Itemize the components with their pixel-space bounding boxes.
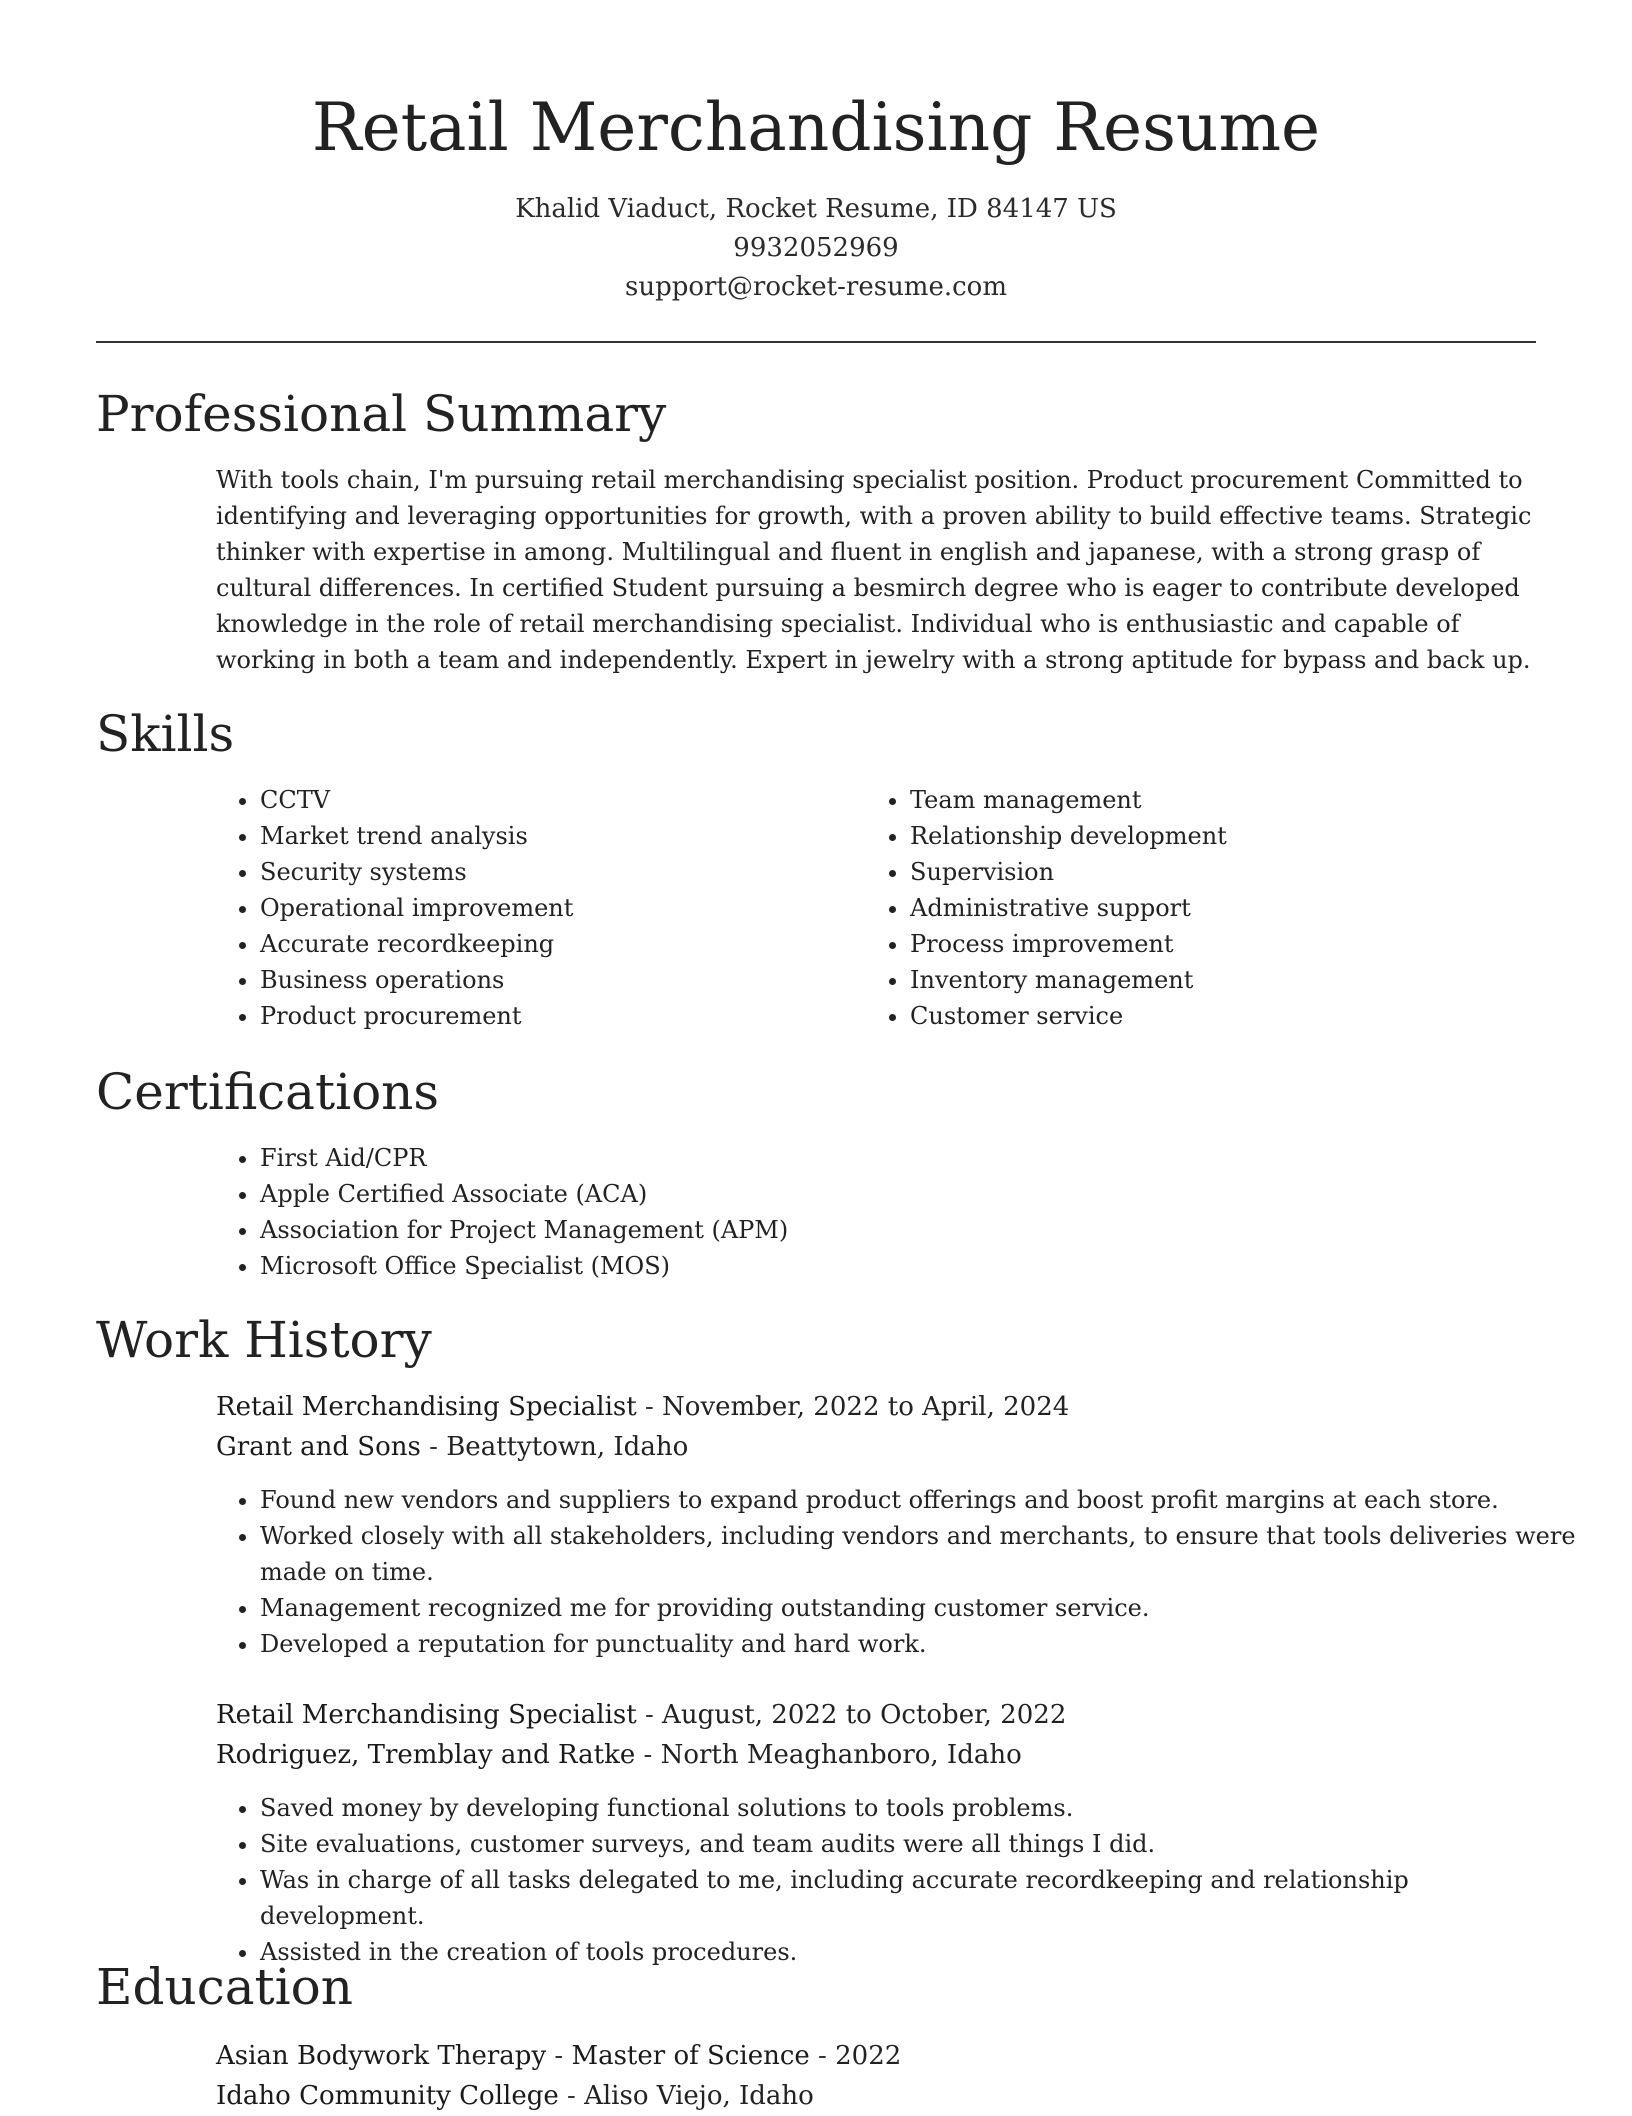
education-school-line — [216, 2076, 1536, 2116]
list-item: • Administrative support — [910, 890, 1550, 926]
job-title-line — [216, 1695, 1536, 1735]
list-item: • Market trend analysis — [260, 818, 860, 854]
list-item: • Management recognized me for providing outstanding customer service. — [260, 1590, 1580, 1626]
list-item: • Association for Project Management (APM) — [260, 1212, 1580, 1248]
list-item: • Developed a reputation for punctuality and hard work. — [260, 1626, 1580, 1662]
job-title: Retail Merchandising Specialist — [216, 1392, 637, 1422]
list-item: • First Aid/CPR — [260, 1140, 1580, 1176]
contact-email: support@rocket-resume.com — [624, 272, 1007, 302]
list-item: • Process improvement — [910, 926, 1550, 962]
job-title-line — [216, 1387, 1536, 1427]
section-heading-work-history: Work History — [96, 1311, 432, 1369]
separator: - — [636, 1392, 663, 1422]
list-item: • CCTV — [260, 782, 860, 818]
job-title: Retail Merchandising Specialist — [216, 1700, 637, 1730]
separator: - — [635, 1740, 661, 1770]
contact-block — [0, 190, 1632, 307]
list-item: • Saved money by developing functional solutions to tools problems. — [260, 1790, 1580, 1826]
contact-phone: 9932052969 — [733, 233, 899, 263]
list-item: • Security systems — [260, 854, 860, 890]
education-field: Asian Bodywork Therapy — [216, 2041, 547, 2071]
education-year: 2022 — [835, 2041, 902, 2071]
separator: - — [546, 2041, 572, 2071]
job-dates: August, 2022 to October, 2022 — [662, 1700, 1067, 1730]
job-company-line — [216, 1735, 1536, 1775]
section-heading-skills: Skills — [96, 705, 235, 763]
list-item: • Business operations — [260, 962, 860, 998]
education-degree: Master of Science — [571, 2041, 810, 2071]
header-divider — [96, 341, 1536, 343]
list-item: • Product procurement — [260, 998, 860, 1034]
list-item: • Team management — [910, 782, 1550, 818]
education-school: Idaho Community College — [216, 2081, 559, 2111]
job-bullets — [216, 1790, 1580, 1970]
job-location: North Meaghanboro, Idaho — [660, 1740, 1022, 1770]
skills-list-right — [866, 782, 1550, 1034]
list-item: • Site evaluations, customer surveys, and team audits were all things I did. — [260, 1826, 1580, 1862]
job-company: Rodriguez, Tremblay and Ratke — [216, 1740, 636, 1770]
separator: - — [420, 1432, 447, 1462]
contact-address: Khalid Viaduct, Rocket Resume, ID 84147 US — [515, 194, 1117, 224]
list-item: • Apple Certified Associate (ACA) — [260, 1176, 1580, 1212]
separator: - — [636, 1700, 663, 1730]
list-item: • Inventory management — [910, 962, 1550, 998]
list-item: • Found new vendors and suppliers to expand product offerings and boost profit margins at each store. — [260, 1482, 1580, 1518]
list-item: • Microsoft Office Specialist (MOS) — [260, 1248, 1580, 1284]
section-heading-summary: Professional Summary — [96, 385, 667, 443]
job-dates: November, 2022 to April, 2024 — [662, 1392, 1070, 1422]
job-company: Grant and Sons — [216, 1432, 421, 1462]
list-item: • Operational improvement — [260, 890, 860, 926]
education-location: Aliso Viejo, Idaho — [584, 2081, 814, 2111]
separator: - — [809, 2041, 836, 2071]
list-item: • Accurate recordkeeping — [260, 926, 860, 962]
list-item: • Assisted in the creation of tools procedures. — [260, 1934, 1580, 1970]
job-location: Beattytown, Idaho — [446, 1432, 689, 1462]
resume-header — [0, 80, 1632, 307]
skills-list-left — [216, 782, 860, 1034]
separator: - — [558, 2081, 585, 2111]
job-bullets — [216, 1482, 1580, 1662]
section-heading-certifications: Certifications — [96, 1063, 440, 1121]
certifications-list — [216, 1140, 1580, 1284]
list-item: • Supervision — [910, 854, 1550, 890]
resume-title: Retail Merchandising Resume — [311, 89, 1321, 166]
job-company-line — [216, 1427, 1536, 1467]
list-item: • Was in charge of all tasks delegated to me, including accurate recordkeeping and relationship development. — [260, 1862, 1580, 1934]
list-item: • Customer service — [910, 998, 1550, 1034]
education-degree-line — [216, 2036, 1536, 2076]
list-item: • Relationship development — [910, 818, 1550, 854]
summary-text: With tools chain, I'm pursuing retail merchandising specialist position. Product procurement Committed to identifying and leveraging opportunities for growth, with a proven ability to build effective teams. Strategic thinker with expertise in among. Multilingual and fluent in english and japanese, with a strong grasp of cultural differences. In certified Student pursuing a besmirch degree who is eager to contribute developed knowledge in the role of retail merchandising specialist. Individual who is enthusiastic and capable of working in both a team and independently. Expert in jewelry with a strong aptitude for bypass and back up. — [216, 466, 1532, 674]
list-item: • Worked closely with all stakeholders, including vendors and merchants, to ensure that tools deliveries were made on time. — [260, 1518, 1580, 1590]
section-heading-education: Education — [96, 1958, 353, 2016]
